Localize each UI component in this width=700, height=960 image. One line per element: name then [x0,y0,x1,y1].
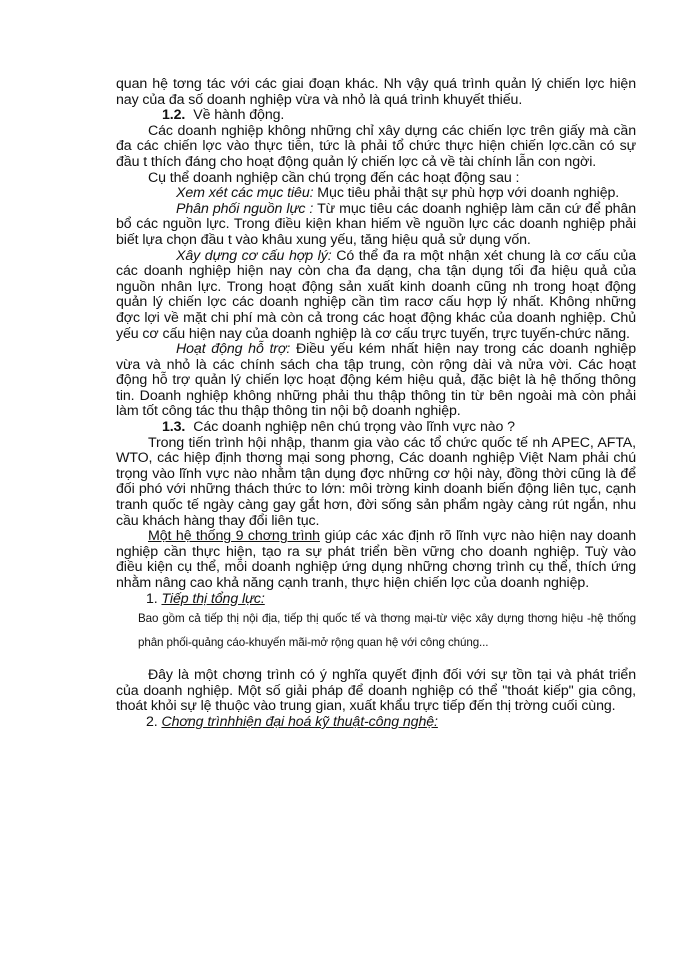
section-title: Về hành động. [193,107,285,124]
support-text: Điều yếu kém nhất hiện nay trong các doanh nghiệp vừa và nhỏ là các chính sách cha tập trung, còn rộng dài và nửa vời. Các hoạt động hỗ trợ quản lý chiến lợc hoạt động kém hiệu quả, đặc biệt là hệ thống thông tin. Doanh nghiệp không những phải thu thập thông tin từ bên ngoài mà còn phải làm tốt công tác thu thập thông tin nội bộ doanh nghiệp. [116,341,636,420]
list-item-1 [116,592,636,608]
paragraph-activities: Cụ thể doanh nghiệp cần chú trọng đến các hoạt động sau : [148,169,520,186]
paragraph-intro: quan hệ tơng tác với các giai đoạn khác. Nh vậy quá trình quản lý chiến lợc hiện nay của đa số doanh nghiệp vừa và nhỏ là quá trình khuyết thiếu. [116,76,636,108]
paragraph-program-meaning: Đây là một chơng trình có ý nghĩa quyết định đối với sự tồn tại và phát triển của doanh nghiệp. Một số giải pháp để doanh nghiệp có thể "thoát kiếp" gia công, thoát khỏi sự lệ thuộc vào trung gian, xuất khẩu trực tiếp đến thị trờng cuối cùng. [116,667,636,715]
programs-underlined: Một hệ thống 9 chơng trình [148,528,320,545]
document-body [116,77,636,731]
list-number: 2. [146,713,158,730]
list-item-2 [116,715,636,731]
section-number: 1.3. [162,419,186,436]
structure-label: Xây dựng cơ cấu hợp lý: [176,247,332,264]
structure-text: Có thể đa ra một nhận xét chung là cơ cấu của các doanh nghiệp hiện nay còn cha đa dạng, cha tận dụng tối đa hiệu quả của nguồn nhân lực. Trong hoạt động sản xuất kinh doanh cũng nh trong hoạt động quản lý chiến lợc các doanh nghiệp cần tìm racơ cấu hợp lý nhất. Không những đợc lợi về mặt chi phí mà còn cả trong các hoạt động khác của doanh nghiệp. Chủ yếu cơ cấu hiện nay của doanh nghiệp là cơ cấu trực tuyến, trực tuyến-chức năng. [116,247,636,342]
paragraph-support [116,342,636,420]
paragraph-integration: Trong tiến trình hội nhập, thanm gia vào các tổ chức quốc tế nh APEC, AFTA, WTO, các hiệp định thơng mại song phơng, Các doanh nghiệp Việt Nam phải chú trọng vào lĩnh vực nào nhằm tận dụng đợc những cơ hội này, đồng thời cũng là để đối phó với những thách thức to lớn: môi trờng kinh doanh biến động liên tục, cạnh tranh quốc tế ngày càng gay gắt hơn, đời sống sản phẩm ngày càng rút ngắn, nhu cầu khách hàng thay đổi liên tục. [116,434,636,529]
programs-text: giúp các xác định rõ lĩnh vực nào hiện nay doanh nghiệp cần thực hiện, tạo ra sự phát triển bền vững cho doanh nghiệp. Tuỳ vào điều kiện cụ thể, mỗi doanh nghiệp ứng dụng những chơng trình cụ thể, thích ứng nhằm nâng cao khả năng cạnh tranh, thực hiện chiến lợc của doanh nghiệp. [116,528,636,591]
section-heading-1-2 [116,108,636,124]
resources-label: Phân phối nguồn lực : [176,200,314,217]
paragraph-resources [116,202,636,249]
goals-label: Xem xét các mục tiêu: [176,185,314,202]
paragraph-programs [116,529,636,591]
section-heading-1-3 [116,420,636,436]
list-number: 1. [146,590,158,607]
paragraph-action: Các doanh nghiệp không những chỉ xây dựng các chiến lợc trên giấy mà cần đa các chiến lợc vào thực tiễn, tức là phải tổ chức thực hiện chiến lợc.cần có sự đầu t thích đáng cho hoạt động quản lý chiến lợc cả về tài chính lẫn con ngời. [116,122,636,170]
section-title: Các doanh nghiệp nên chú trọng vào lĩnh vực nào ? [193,419,515,436]
resources-text: Từ mục tiêu các doanh nghiệp làm căn cứ để phân bổ các nguồn lực. Trong điều kiện khan hiếm về nguồn lực các doanh nghiệp phải biết lựa chọn đầu t vào khâu xung yếu, tăng hiệu quả sử dụng vốn. [116,200,636,248]
support-label: Hoạt động hỗ trợ: [176,341,291,358]
goals-text: Mục tiêu phải thật sự phù hợp với doanh nghiệp. [313,185,620,202]
paragraph-goals [116,186,636,202]
list-title: Chơng trìnhhiện đại hoá kỹ thuật-công nghệ: [161,713,438,730]
paragraph-structure [116,249,636,343]
section-number: 1.2. [162,107,186,124]
list-title: Tiếp thị tổng lực: [161,590,265,607]
list-item-1-description: Bao gồm cả tiếp thị nội địa, tiếp thị quốc tế và thơng mại-từ việc xây dựng thơng hiệu -hệ thống phân phối-quảng cáo-khuyến mãi-mở rộng quan hệ với công chúng... [138,612,636,649]
